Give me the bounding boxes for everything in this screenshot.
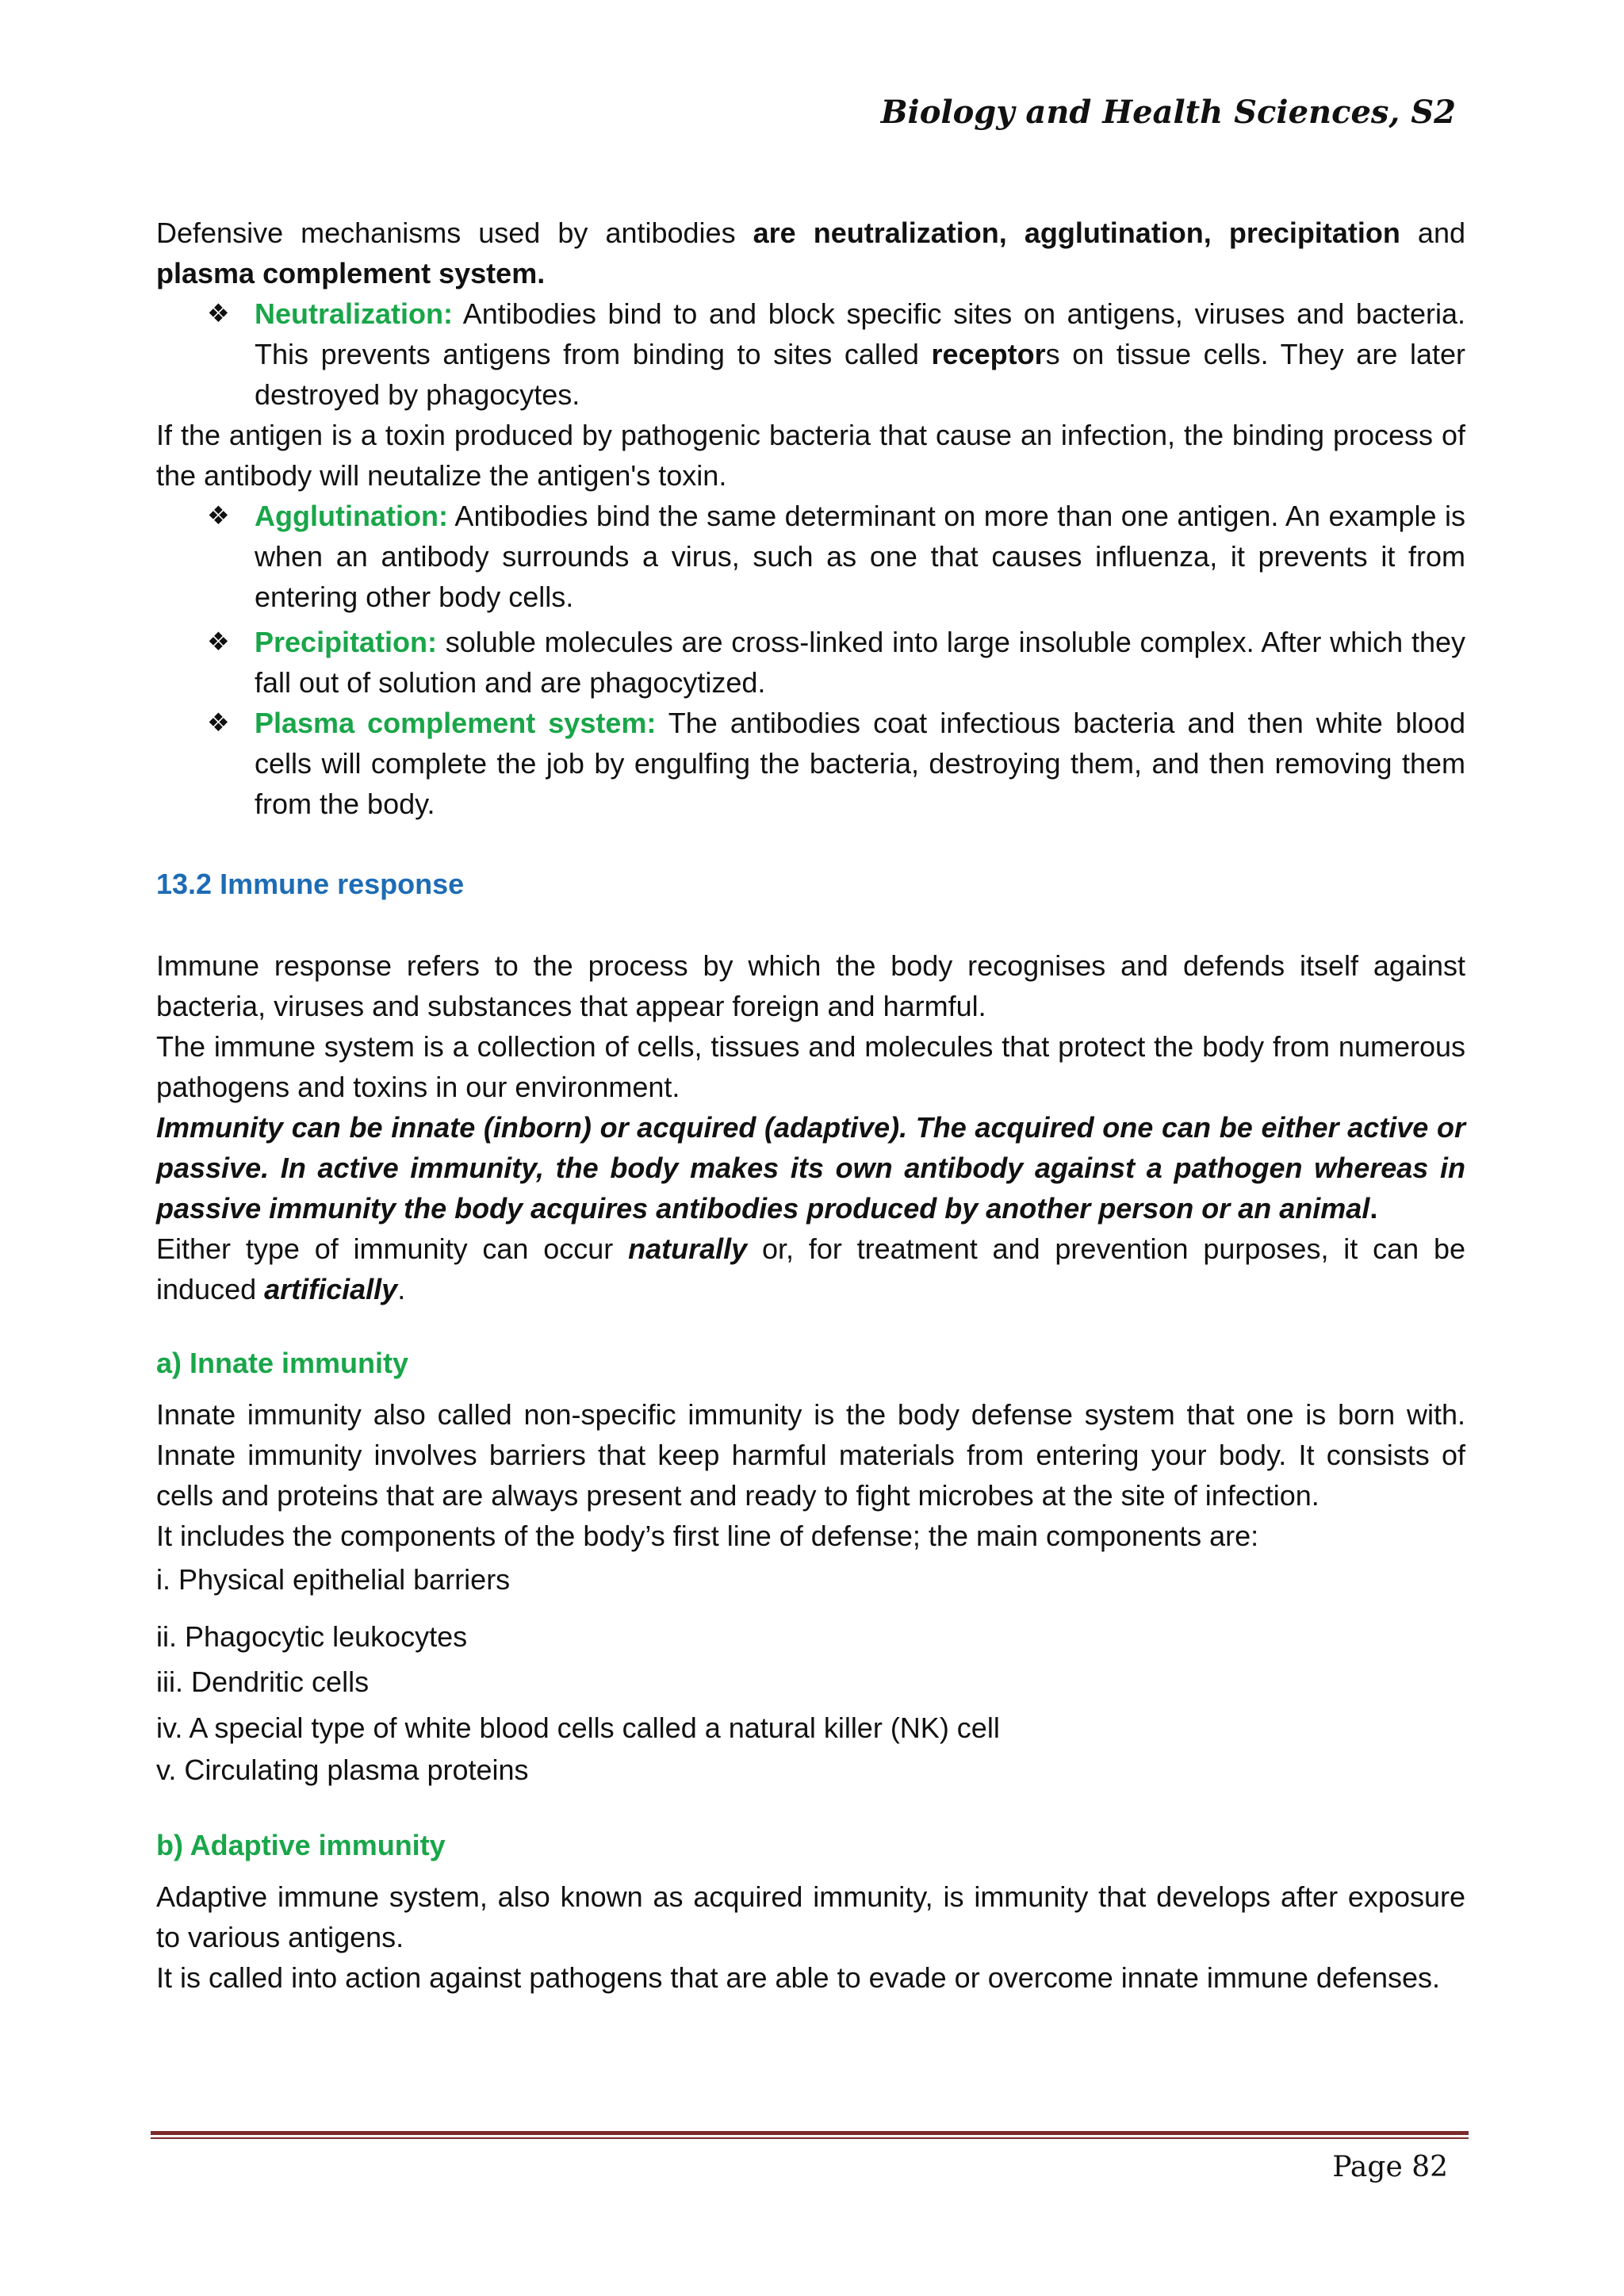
- page-number: Page 82: [1332, 2151, 1448, 2183]
- page-content: [156, 213, 1465, 1998]
- list-item: i. Physical epithelial barriers: [156, 1563, 511, 1596]
- list-item: ii. Phagocytic leukocytes: [156, 1620, 468, 1653]
- innate-components-list: [156, 1559, 1465, 1790]
- list-item: iv. A special type of white blood cells called a natural killer (NK) cell: [156, 1711, 1000, 1744]
- adaptive-paragraph-2: It is called into action against pathogens that are able to evade or overcome innate immune defenses.: [156, 1961, 1440, 1994]
- toxin-paragraph: If the antigen is a toxin produced by pathogenic bacteria that cause an infection, the binding process of the antibody will neutalize the antigen's toxin.: [156, 419, 1465, 492]
- immune-response-paragraph-3: Immunity can be innate (inborn) or acquired (adaptive). The acquired one can be either active or passive. In active immunity, the body makes its own antibody against a pathogen whereas in passive immunity the body acquires antibodies produced by another person or an animal.: [156, 1111, 1465, 1225]
- intro-paragraph: Defensive mechanisms used by antibodies are neutralization, agglutination, precipitation and plasma complement system.: [156, 217, 1465, 289]
- immune-response-paragraph-2: The immune system is a collection of cells, tissues and molecules that protect the body from numerous pathogens and toxins in our environment.: [156, 1030, 1465, 1103]
- adaptive-paragraph-1: Adaptive immune system, also known as acquired immunity, is immunity that develops after exposure to various antigens.: [156, 1880, 1465, 1953]
- diamond-bullet-icon: ❖: [207, 708, 230, 737]
- running-header: Biology and Health Sciences, S2: [880, 94, 1456, 131]
- immune-response-paragraph-4: Either type of immunity can occur naturally or, for treatment and prevention purposes, it can be induced artificially.: [156, 1232, 1465, 1305]
- bullet-precipitation: ❖ Precipitation: soluble molecules are cross-linked into large insoluble complex. After which they fall out of solution and are phagocytized.: [156, 622, 1465, 703]
- list-item: iii. Dendritic cells: [156, 1665, 370, 1698]
- diamond-bullet-icon: ❖: [207, 501, 230, 530]
- subheading-innate-immunity: a) Innate immunity: [156, 1347, 409, 1379]
- section-heading-immune-response: 13.2 Immune response: [156, 868, 465, 900]
- diamond-bullet-icon: ❖: [207, 299, 230, 328]
- innate-paragraph-2: It includes the components of the body’s first line of defense; the main components are:: [156, 1520, 1259, 1552]
- diamond-bullet-icon: ❖: [207, 627, 230, 656]
- innate-paragraph-1: Innate immunity also called non-specific immunity is the body defense system that one is born with. Innate immunity involves barriers that keep harmful materials from entering your body. It consists of cells and proteins that are always present and ready to fight microbes at the site of infection.: [156, 1398, 1465, 1512]
- immune-response-paragraph-1: Immune response refers to the process by which the body recognises and defends itself against bacteria, viruses and substances that appear foreign and harmful.: [156, 949, 1465, 1022]
- footer-divider: [151, 2131, 1469, 2139]
- list-item: v. Circulating plasma proteins: [156, 1754, 529, 1786]
- bullet-plasma-complement: ❖ Plasma complement system: The antibodies coat infectious bacteria and then white blood cells will complete the job by engulfing the bacteria, destroying them, and then removing them from the body.: [156, 703, 1465, 824]
- bullet-agglutination: ❖ Agglutination: Antibodies bind the same determinant on more than one antigen. An example is when an antibody surrounds a virus, such as one that causes influenza, it prevents it from entering other body cells.: [156, 496, 1465, 617]
- bullet-neutralization: ❖ Neutralization: Antibodies bind to and block specific sites on antigens, viruses and bacteria. This prevents antigens from binding to sites called receptors on tissue cells. They are later destroyed by phagocytes.: [156, 293, 1465, 415]
- subheading-adaptive-immunity: b) Adaptive immunity: [156, 1829, 446, 1861]
